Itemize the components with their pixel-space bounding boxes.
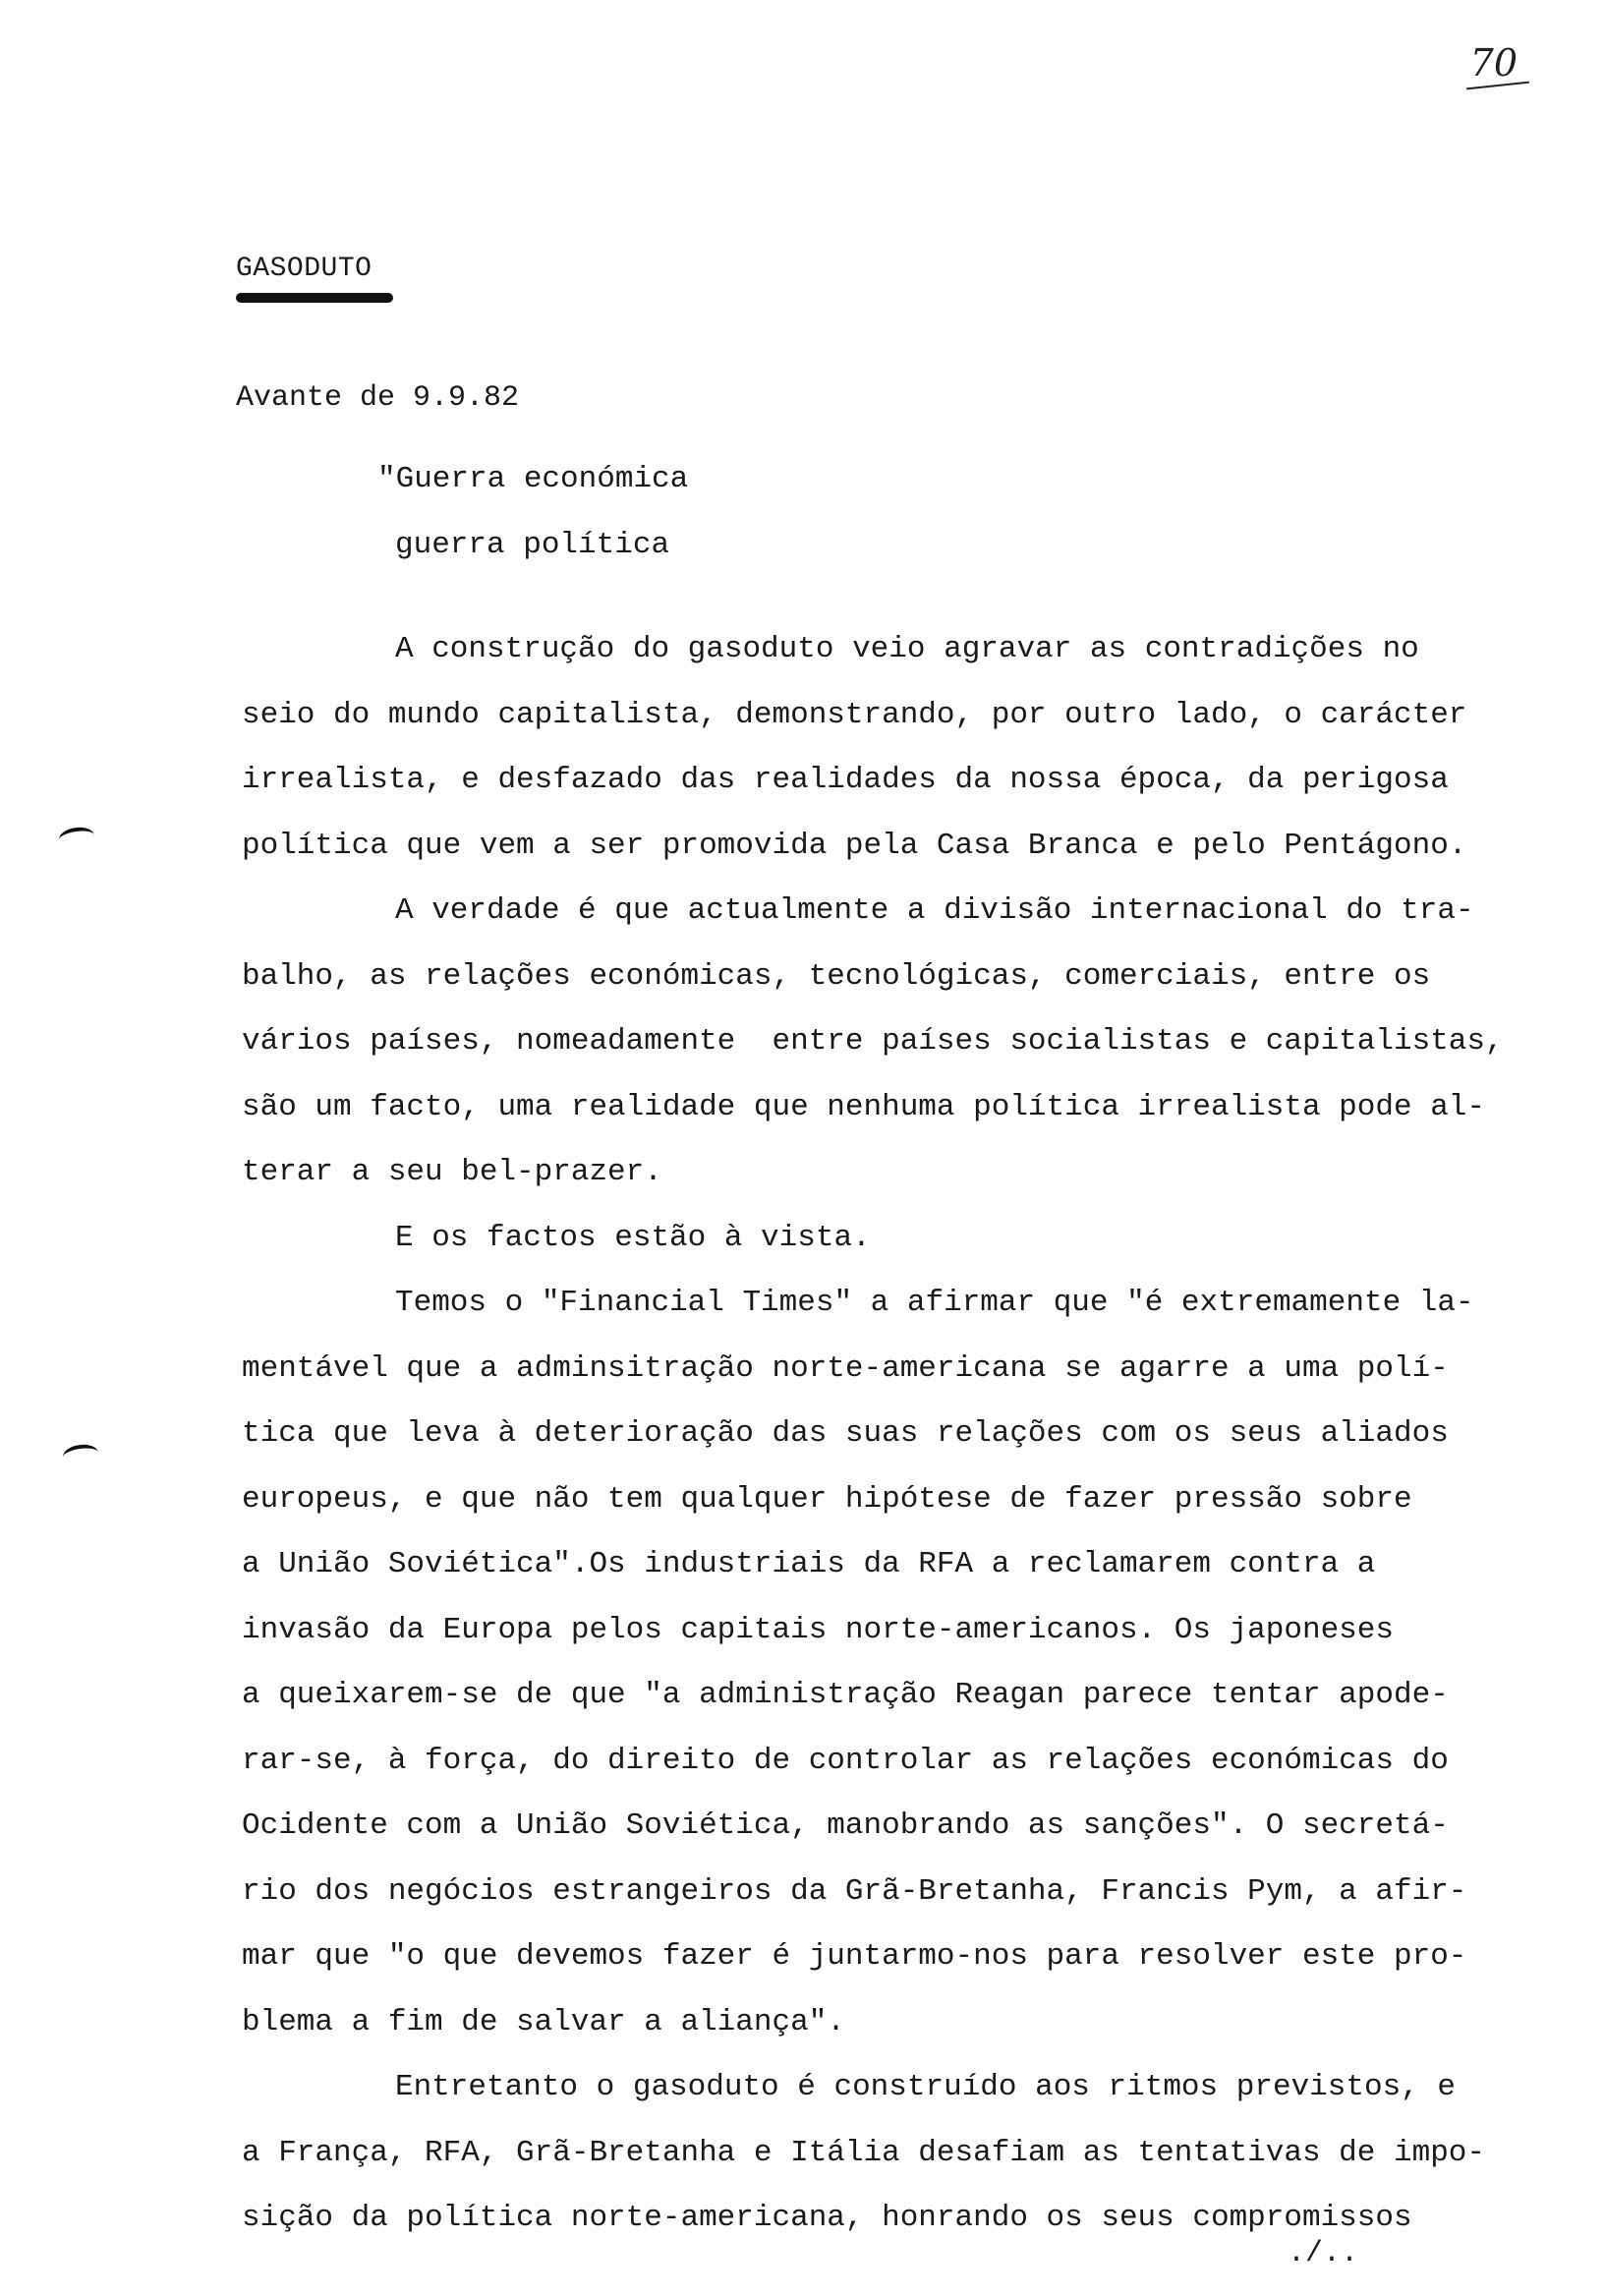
text-line: E os factos estão à vista. xyxy=(395,1220,871,1255)
text-line: Ocidente com a União Soviética, manobrando as sanções". O secretá- xyxy=(242,1808,1449,1843)
margin-mark xyxy=(58,826,95,850)
text-line: blema a fim de salvar a aliança". xyxy=(242,2004,845,2039)
paragraph xyxy=(242,879,1578,1206)
source-line: Avante de 9.9.82 xyxy=(236,381,520,415)
paragraph xyxy=(242,1271,1578,2055)
margin-mark xyxy=(62,1443,99,1467)
text-line: a queixarem-se de que "a administração Reagan parece tentar apode- xyxy=(242,1678,1449,1712)
text-line: seio do mundo capitalista, demonstrando, por outro lado, o carácter xyxy=(242,697,1467,732)
text-line: mar que "o que devemos fazer é juntarmo-nos para resolver este pro- xyxy=(242,1939,1467,1974)
text-line: europeus, e que não tem qualquer hipótese de fazer pressão sobre xyxy=(242,1481,1412,1517)
text-line: mentável que a adminsitração norte-americana se agarre a uma polí- xyxy=(242,1350,1449,1386)
heading-underline xyxy=(236,293,393,303)
text-line: vários países, nomeadamente entre países socialistas e capitalistas, xyxy=(242,1024,1504,1059)
paragraph xyxy=(242,1206,1578,1272)
text-line: balho, as relações económicas, tecnológicas, comerciais, entre os xyxy=(242,958,1431,994)
document-heading: GASODUTO xyxy=(236,254,372,284)
text-line: Entretanto o gasoduto é construído aos ritmos previstos, e xyxy=(395,2070,1456,2104)
text-line: Temos o "Financial Times" a afirmar que "é extremamente la- xyxy=(395,1286,1474,1320)
text-line: a França, RFA, Grã-Bretanha e Itália desafiam as tentativas de impo- xyxy=(242,2135,1486,2170)
paragraph xyxy=(242,2055,1578,2252)
text-line: A construção do gasoduto veio agravar as contradições no xyxy=(395,632,1419,666)
paragraph xyxy=(242,617,1578,879)
text-line: política que vem a ser promovida pela Casa Branca e pelo Pentágono. xyxy=(242,828,1467,863)
text-line: sição da política norte-americana, honrando os seus compromissos xyxy=(242,2201,1412,2235)
text-line: a União Soviética".Os industriais da RFA a reclamarem contra a xyxy=(242,1547,1376,1581)
text-line: rar-se, à força, do direito de controlar as relações económicas do xyxy=(242,1743,1449,1778)
body-text xyxy=(242,617,1578,2252)
page-number: 70 xyxy=(1469,41,1518,85)
text-line: terar a seu bel-prazer. xyxy=(242,1155,662,1189)
text-line: irrealista, e desfazado das realidades da nossa época, da perigosa xyxy=(242,763,1449,797)
text-line: A verdade é que actualmente a divisão internacional do tra- xyxy=(395,893,1474,928)
quoted-title-line-1: "Guerra económica xyxy=(377,462,689,496)
quoted-title-line-2: guerra política xyxy=(395,528,670,562)
continuation-mark: ./.. xyxy=(1288,2237,1359,2270)
text-line: são um facto, uma realidade que nenhuma política irrealista pode al- xyxy=(242,1089,1486,1124)
text-line: tica que leva à deterioração das suas relações com os seus aliados xyxy=(242,1416,1449,1451)
text-line: invasão da Europa pelos capitais norte-americanos. Os japoneses xyxy=(242,1612,1394,1647)
text-line: rio dos negócios estrangeiros da Grã-Bretanha, Francis Pym, a afir- xyxy=(242,1873,1467,1909)
